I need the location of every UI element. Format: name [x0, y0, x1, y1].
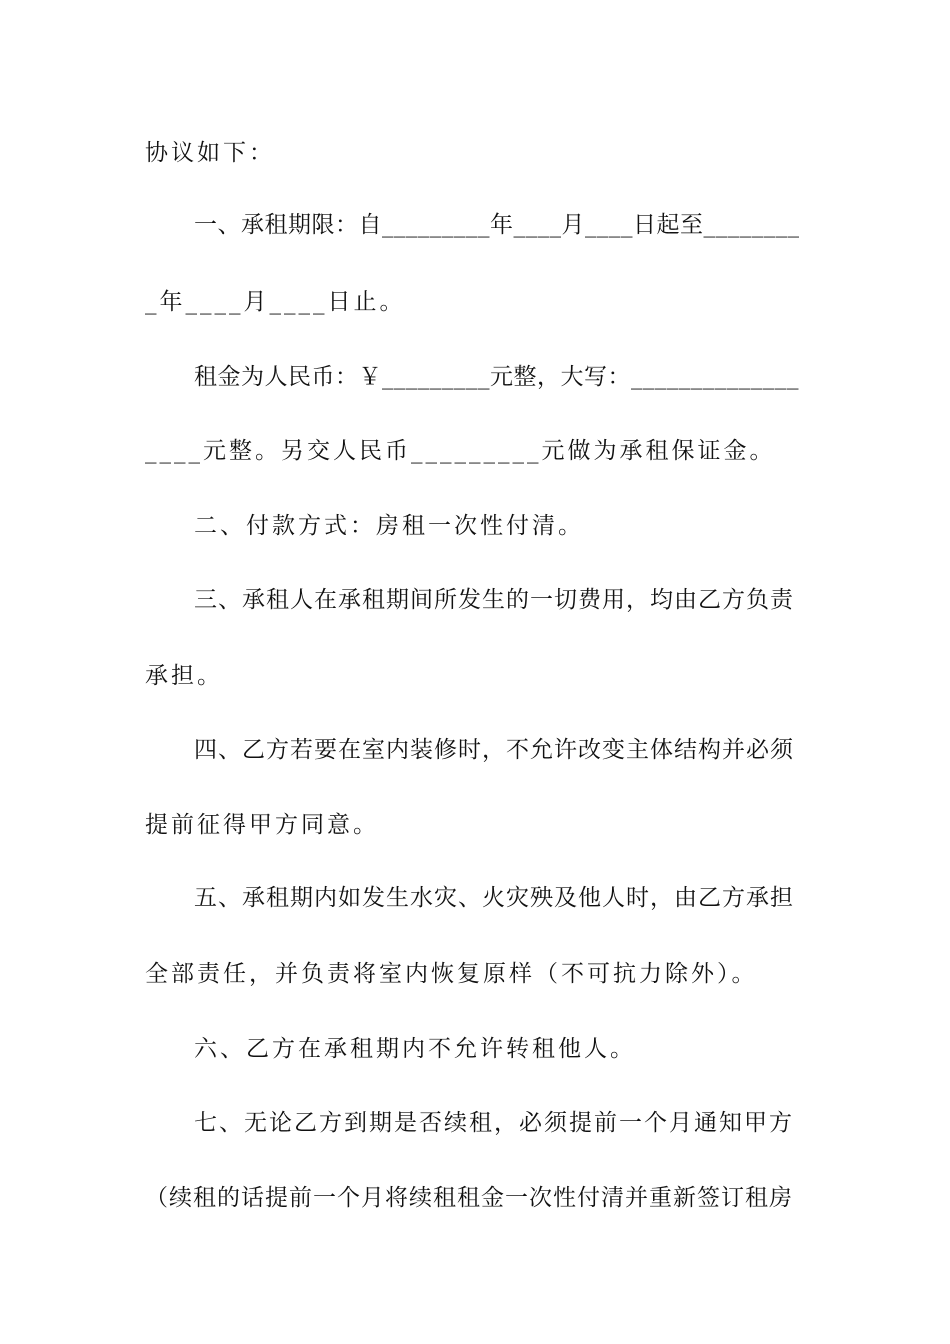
clause-4-renovation-line-2: 提前征得甲方同意。	[145, 812, 379, 838]
clause-7-renewal-line-2: （续租的话提前一个月将续租租金一次性付清并重新签订租房	[145, 1185, 793, 1211]
agreement-intro: 协议如下：	[145, 140, 275, 166]
clause-3-expenses-line-2: 承担。	[145, 663, 223, 689]
rent-amount-line-1: 租金为人民币：￥_________元整，大写：______________	[194, 364, 799, 390]
clause-7-renewal-line-1: 七、无论乙方到期是否续租，必须提前一个月通知甲方	[194, 1110, 794, 1136]
clause-5-liability-line-2: 全部责任，并负责将室内恢复原样（不可抗力除外）。	[145, 961, 758, 987]
clause-5-liability-line-1: 五、承租期内如发生水灾、火灾殃及他人时，由乙方承担	[194, 885, 794, 911]
clause-4-renovation-line-1: 四、乙方若要在室内装修时，不允许改变主体结构并必须	[194, 737, 794, 763]
clause-2-payment: 二、付款方式：房租一次性付清。	[194, 513, 584, 539]
rent-amount-line-2: ____元整。另交人民币_________元做为承租保证金。	[145, 438, 776, 464]
clause-3-expenses-line-1: 三、承租人在承租期间所发生的一切费用，均由乙方负责	[194, 587, 794, 613]
clause-1-term-line-2: _年____月____日止。	[145, 289, 406, 315]
clause-1-term-line-1: 一、承租期限：自_________年____月____日起至________	[194, 212, 800, 238]
clause-6-sublet: 六、乙方在承租期内不允许转租他人。	[194, 1036, 636, 1062]
